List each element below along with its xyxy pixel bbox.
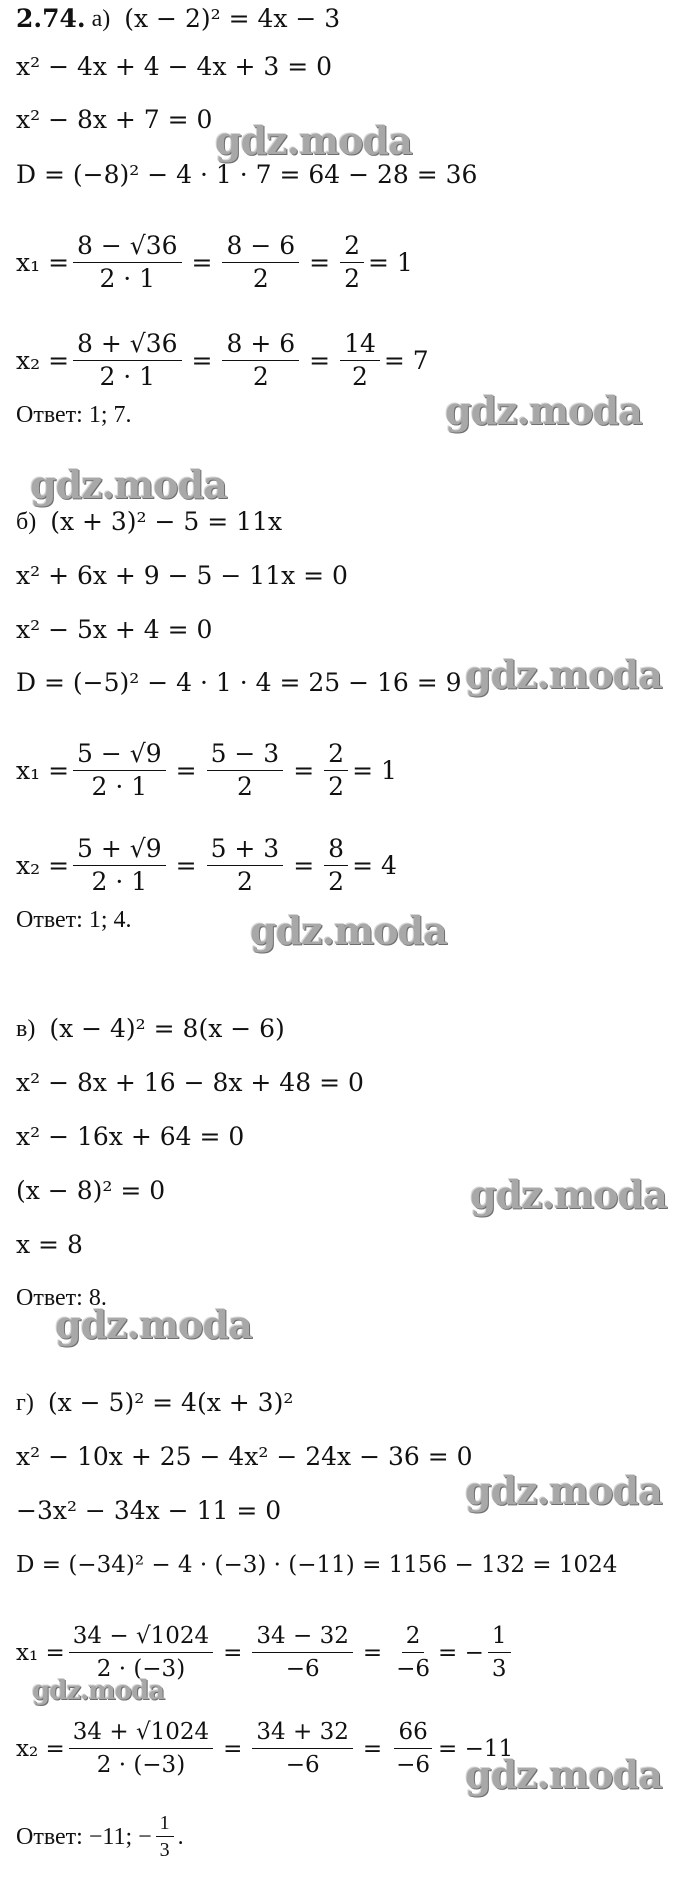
part-b-label: б)	[16, 509, 37, 535]
part-v-label: в)	[16, 1016, 36, 1042]
root-x1-line: x₁ = $\frac{34 - √1024}{2 \cdot (-3)}$ = $\frac{34 - 32}{-6}$ = $\frac{2}{-6}$ = − $\frac{1}{3}$	[16, 1622, 515, 1683]
root-x2-line: x₂ = $\frac{34 + √1024}{2 \cdot (-3)}$ = $\frac{34 + 32}{-6}$ = $\frac{66}{-6}$ = −11	[16, 1719, 514, 1778]
fraction: $\frac{1}{3}$	[156, 1812, 174, 1861]
answer-b: Ответ: 1; 4.	[16, 907, 132, 933]
equation-line: (x − 2)² = 4x − 3	[124, 4, 341, 33]
answer-a: Ответ: 1; 7.	[16, 402, 132, 428]
root-label: x₂ =	[16, 1735, 65, 1762]
root-value: = 7	[383, 345, 429, 375]
problem-b-header	[16, 507, 282, 537]
equation-line: x² − 5x + 4 = 0	[16, 615, 213, 644]
equation-line: (x + 3)² − 5 = 11x	[50, 507, 283, 536]
watermark: gdz.moda	[32, 1676, 165, 1706]
equation-line: x² − 16x + 64 = 0	[16, 1122, 245, 1151]
fraction: $\frac{2}{2}$	[324, 740, 348, 801]
fraction: $\frac{5 - √9}{2 \cdot 1}$	[73, 740, 166, 801]
root-label: x₂ =	[16, 345, 70, 375]
root-value: = −11	[438, 1735, 514, 1762]
problem-a-header	[16, 4, 340, 34]
fraction: $\frac{2}{2}$	[340, 232, 364, 293]
fraction: $\frac{34 - 32}{-6}$	[252, 1622, 352, 1683]
fraction: $\frac{34 + √1024}{2 \cdot (-3)}$	[69, 1718, 213, 1779]
watermark: gdz.moda	[465, 1752, 662, 1797]
root-label: x₂ =	[16, 850, 70, 880]
fraction: $\frac{5 + √9}{2 \cdot 1}$	[73, 835, 166, 896]
equation-line: (x − 4)² = 8(x − 6)	[49, 1014, 285, 1043]
root-value: = 1	[367, 247, 413, 277]
part-a-label: а)	[91, 6, 111, 32]
fraction: $\frac{5 - 3}{2}$	[207, 740, 284, 801]
fraction: $\frac{66}{-6}$	[396, 1719, 431, 1778]
fraction: $\frac{14}{2}$	[340, 330, 380, 391]
root-x2-line: x₂ = $\frac{5 + √9}{2 \cdot 1}$ = $\frac{5 + 3}{2}$ = $\frac{8}{2}$ = 4	[16, 834, 397, 896]
equation-line: (x − 5)² = 4(x + 3)²	[47, 1388, 294, 1417]
equation-line: x² − 4x + 4 − 4x + 3 = 0	[16, 52, 333, 81]
fraction: $\frac{34 - √1024}{2 \cdot (-3)}$	[69, 1622, 213, 1683]
root-value: = 1	[352, 755, 397, 785]
root-value: = −	[438, 1639, 484, 1666]
problem-g-header	[16, 1388, 293, 1418]
root-x2-line: x₂ = $\frac{8 + √36}{2 \cdot 1}$ = $\frac{8 + 6}{2}$ = $\frac{14}{2}$ = 7	[16, 329, 429, 391]
watermark: gdz.moda	[465, 1468, 662, 1513]
watermark: gdz.moda	[215, 118, 412, 163]
watermark: gdz.moda	[465, 652, 662, 697]
equation-line: x² + 6x + 9 − 5 − 11x = 0	[16, 561, 348, 590]
watermark: gdz.moda	[30, 462, 227, 507]
fraction: $\frac{8 + 6}{2}$	[222, 330, 299, 391]
problem-number: 2.74.	[16, 4, 86, 33]
discriminant-line: D = (−34)² − 4 · (−3) · (−11) = 1156 − 132 = 1024	[16, 1552, 618, 1578]
fraction: $\frac{8}{2}$	[324, 835, 348, 896]
answer-v: Ответ: 8.	[16, 1285, 107, 1311]
discriminant-line: D = (−8)² − 4 · 1 · 7 = 64 − 28 = 36	[16, 160, 478, 189]
equation-line: x² − 10x + 25 − 4x² − 24x − 36 = 0	[16, 1442, 473, 1471]
fraction: $\frac{2}{-6}$	[396, 1623, 431, 1682]
fraction: $\frac{1}{3}$	[488, 1622, 511, 1683]
root-label: x₁ =	[16, 1639, 65, 1666]
fraction: $\frac{8 + √36}{2 \cdot 1}$	[73, 330, 182, 391]
discriminant-line: D = (−5)² − 4 · 1 · 4 = 25 − 16 = 9	[16, 668, 462, 697]
watermark: gdz.moda	[55, 1302, 252, 1347]
fraction: $\frac{5 + 3}{2}$	[207, 835, 284, 896]
fraction: $\frac{34 + 32}{-6}$	[252, 1718, 352, 1779]
watermark: gdz.moda	[470, 1172, 667, 1217]
equation-line: (x − 8)² = 0	[16, 1176, 166, 1205]
answer-g: Ответ: −11; − $\frac{1}{3}$ .	[16, 1812, 184, 1861]
equation-line: −3x² − 34x − 11 = 0	[16, 1496, 282, 1525]
root-label: x₁ =	[16, 755, 70, 785]
fraction: $\frac{8 - √36}{2 \cdot 1}$	[73, 232, 182, 293]
root-x1-line: x₁ = $\frac{5 - √9}{2 \cdot 1}$ = $\frac{5 - 3}{2}$ = $\frac{2}{2}$ = 1	[16, 739, 397, 801]
part-g-label: г)	[16, 1390, 34, 1416]
fraction: $\frac{8 - 6}{2}$	[222, 232, 299, 293]
watermark: gdz.moda	[250, 908, 447, 953]
equation-line: x = 8	[16, 1230, 83, 1259]
root-value: = 4	[352, 850, 397, 880]
root-label: x₁ =	[16, 247, 70, 277]
equation-line: x² − 8x + 16 − 8x + 48 = 0	[16, 1068, 364, 1097]
problem-v-header	[16, 1014, 285, 1044]
root-x1-line: x₁ = $\frac{8 - √36}{2 \cdot 1}$ = $\frac{8 - 6}{2}$ = $\frac{2}{2}$ = 1	[16, 231, 413, 293]
watermark: gdz.moda	[445, 388, 642, 433]
equation-line: x² − 8x + 7 = 0	[16, 105, 213, 134]
